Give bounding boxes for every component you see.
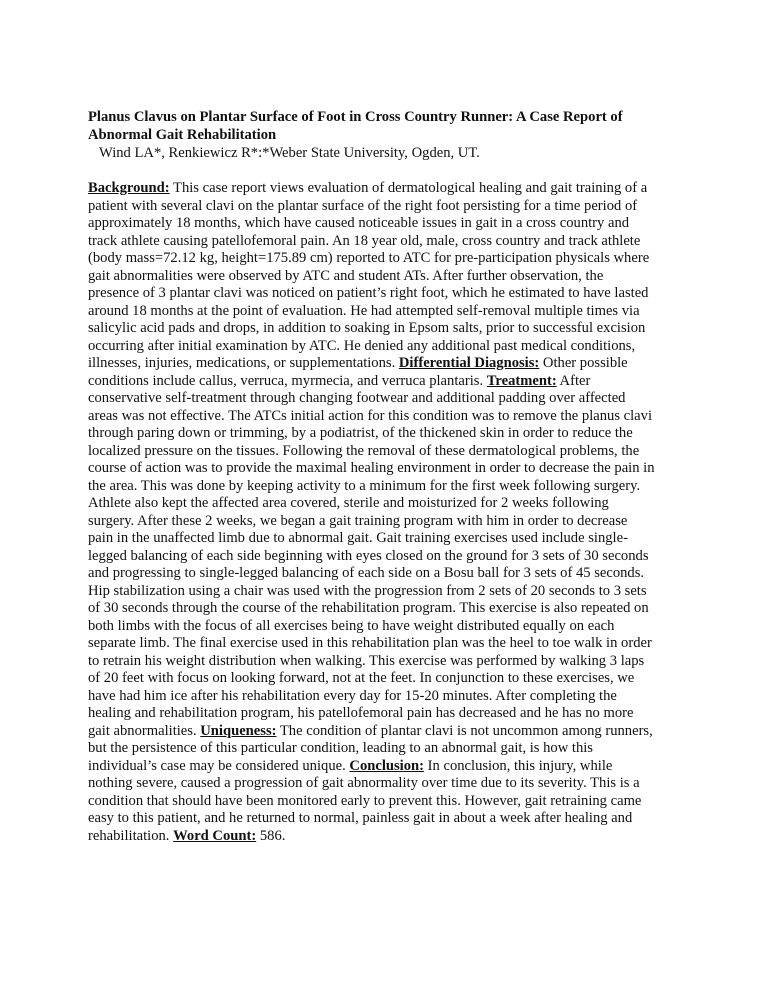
line-text: conditions include callus, verruca, myrmecia, and verruca plantaris.: [88, 372, 487, 389]
treatment-label: Treatment:: [486, 372, 557, 389]
abstract-line: [88, 758, 680, 776]
abstract-line: course of action was to provide the maximal healing environment in order to decrease the pain in: [88, 460, 655, 476]
abstract-line: track athlete causing patellofemoral pain. An 18 year old, male, cross country and track athlete: [88, 232, 641, 249]
abstract-line: to retrain his weight distribution when walking. This exercise was performed by walking 3 laps: [88, 652, 645, 669]
abstract-line: [88, 723, 680, 741]
abstract-line: gait abnormalities were observed by ATC and student ATs. After further observation, the: [88, 267, 604, 284]
line-text: 586.: [256, 827, 286, 844]
line-text: This case report views evaluation of dermatological healing and gait training of a: [169, 180, 648, 196]
line-text: Other possible: [539, 355, 628, 371]
line-text: After: [556, 372, 591, 389]
abstract-line: easy to this patient, and he returned to normal, painless gait in about a week after healing and: [88, 810, 633, 826]
word-count-label: Word Count:: [173, 827, 257, 844]
abstract-line: patient with several clavi on the plantar surface of the right foot persisting for a time period of: [88, 197, 638, 214]
abstract-line: and progressing to single-legged balancing of each side on a Bosu ball for 3 sets of 45 seconds.: [88, 565, 645, 581]
differential-diagnosis-label: Differential Diagnosis:: [398, 355, 540, 371]
abstract-line: areas was not effective. The ATCs initial action for this condition was to remove the planus clavi: [88, 407, 653, 424]
abstract-line: occurring after initial examination by ATC. He denied any additional past medical conditions,: [88, 337, 636, 354]
conclusion-label: Conclusion:: [349, 757, 425, 774]
document-title: [88, 109, 680, 144]
author-line: Wind LA*, Renkiewicz R*:*Weber State University, Ogden, UT.: [99, 145, 480, 161]
abstract-body: [88, 180, 680, 845]
abstract-line: [88, 828, 680, 846]
abstract-line: condition that should have been monitored early to prevent this. However, gait retraining came: [88, 792, 642, 809]
abstract-line: of 20 feet with focus on looking forward, not at the feet. In conjunction to these exercises, we: [88, 670, 635, 686]
uniqueness-label: Uniqueness:: [200, 722, 277, 739]
abstract-line: [88, 355, 680, 373]
abstract-line: have had him ice after his rehabilitation every day for 15-20 minutes. After completing the: [88, 687, 617, 704]
line-text: gait abnormalities.: [88, 722, 201, 739]
abstract-line: localized pressure on the tissues. Following the removal of these dermatological problems, the: [88, 442, 640, 459]
abstract-line: around 18 months at the point of evaluation. He had attempted self-removal multiple times via: [88, 302, 640, 319]
abstract-line: [88, 180, 680, 198]
abstract-line: healing and rehabilitation program, his patellofemoral pain has decreased and he has no more: [88, 705, 634, 721]
abstract-line: Hip stabilization using a chair was used with the progression from 2 sets of 20 seconds to 3 sets: [88, 582, 647, 599]
line-text: illnesses, injuries, medications, or supplementations.: [88, 355, 399, 371]
abstract-line: of 30 seconds through the course of the rehabilitation program. This exercise is also repeated on: [88, 600, 649, 616]
abstract-line: separate limb. The final exercise used in this rehabilitation plan was the heel to toe walk in order: [88, 635, 652, 651]
abstract-line: presence of 3 plantar clavi was noticed on patient’s right foot, which he estimated to have lasted: [88, 285, 649, 301]
line-text: individual’s case may be considered unique.: [88, 757, 350, 774]
abstract-line: through paring down or trimming, by a podiatrist, of the thickened skin in order to reduce the: [88, 425, 633, 441]
line-text: The condition of plantar clavi is not uncommon among runners,: [276, 722, 653, 739]
abstract-line: legged balancing of each side beginning with eyes closed on the ground for 3 sets of 30 seconds: [88, 547, 649, 564]
abstract-line: pain in the unaffected limb due to abnormal gait. Gait training exercises used include single-: [88, 530, 628, 546]
abstract-line: both limbs with the focus of all exercises being to have weight distributed equally on each: [88, 617, 615, 634]
abstract-line: nothing severe, caused a progression of gait abnormality over time due to its severity. This is a: [88, 775, 640, 791]
line-text: rehabilitation.: [88, 827, 174, 844]
abstract-line: conservative self-treatment through changing footwear and additional padding over affected: [88, 390, 626, 406]
line-text: In conclusion, this injury, while: [424, 757, 613, 774]
abstract-line: but the persistence of this particular condition, leading to an abnormal gait, is how this: [88, 740, 593, 756]
document-page: [88, 109, 680, 845]
abstract-line: Athlete also kept the affected area covered, sterile and moisturized for 2 weeks following: [88, 495, 609, 511]
abstract-line: (body mass=72.12 kg, height=175.89 cm) reported to ATC for pre-participation physicals where: [88, 250, 650, 266]
title-line: Planus Clavus on Plantar Surface of Foot in Cross Country Runner: A Case Report of: [88, 109, 623, 125]
abstract-line: salicylic acid pads and drops, in addition to soaking in Epsom salts, prior to successful excision: [88, 320, 646, 336]
abstract-line: approximately 18 months, which have caused noticeable issues in gait in a cross country and: [88, 215, 630, 231]
background-label: Background:: [88, 180, 170, 196]
abstract-line: surgery. After these 2 weeks, we began a gait training program with him in order to decrease: [88, 512, 628, 529]
abstract-line: [88, 373, 680, 391]
abstract-line: the area. This was done by keeping activity to a minimum for the first week following surgery.: [88, 477, 641, 494]
title-line: Abnormal Gait Rehabilitation: [88, 126, 277, 143]
